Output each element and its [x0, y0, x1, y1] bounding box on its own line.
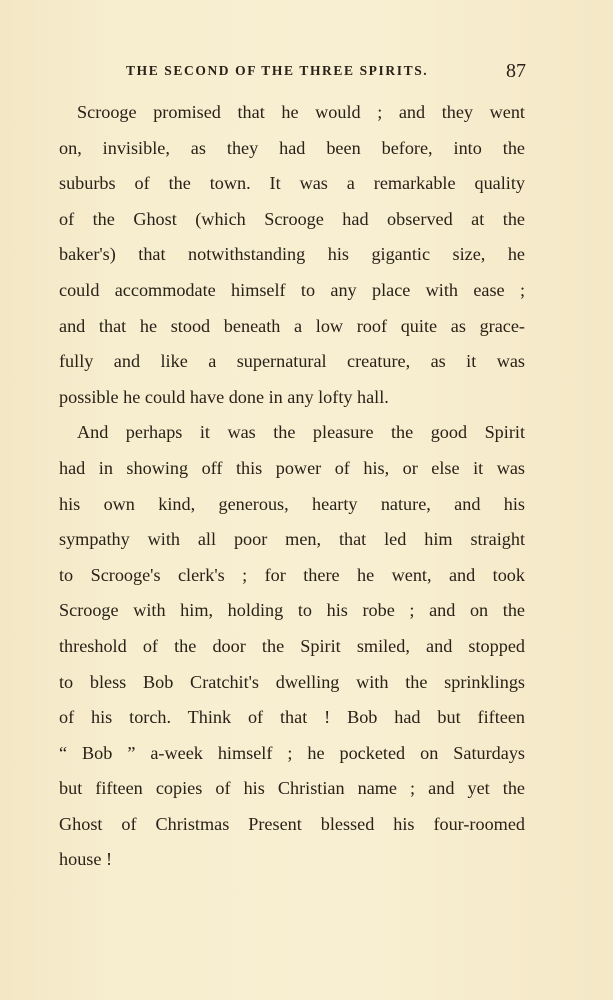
text-line: fully and like a supernatural creature, as it was [59, 351, 525, 372]
text-line: and that he stood beneath a low roof quite as grace- [59, 315, 525, 336]
text-line: Scrooge promised that he would ; and they went [77, 102, 525, 122]
text-line: threshold of the door the Spirit smiled, and stopped [59, 635, 525, 656]
text-line: of his torch. Think of that ! Bob had but fifteen [59, 707, 525, 728]
page-number: 87 [506, 60, 526, 82]
paragraph-2 [59, 415, 525, 878]
text-line: house ! [59, 849, 113, 870]
text-line: Scrooge with him, holding to his robe ; and on the [59, 600, 525, 621]
text-line: but fifteen copies of his Christian name ; and yet the [59, 778, 525, 799]
text-line: sympathy with all poor men, that led him straight [59, 529, 525, 550]
paragraph-1 [59, 95, 525, 415]
text-line: his own kind, generous, hearty nature, and his [59, 493, 525, 514]
text-line: on, invisible, as they had been before, into the [59, 137, 525, 158]
text-line: to Scrooge's clerk's ; for there he went, and took [59, 564, 525, 585]
text-line: could accommodate himself to any place with ease ; [59, 279, 525, 300]
running-title: THE SECOND OF THE THREE SPIRITS. [126, 63, 429, 78]
text-line: “ Bob ” a-week himself ; he pocketed on Saturdays [59, 742, 525, 763]
text-line: possible he could have done in any lofty hall. [59, 386, 389, 407]
body-text [59, 95, 525, 878]
text-line: of the Ghost (which Scrooge had observed at the [59, 208, 525, 229]
text-line: And perhaps it was the pleasure the good Spirit [77, 422, 525, 443]
text-line: to bless Bob Cratchit's dwelling with the sprinklings [59, 671, 525, 692]
running-head [126, 60, 526, 86]
text-line: suburbs of the town. It was a remarkable quality [59, 173, 525, 194]
text-line: Ghost of Christmas Present blessed his four-roomed [59, 813, 525, 834]
text-line: baker's) that notwithstanding his gigantic size, he [59, 244, 525, 265]
text-line: had in showing off this power of his, or else it was [59, 457, 525, 478]
